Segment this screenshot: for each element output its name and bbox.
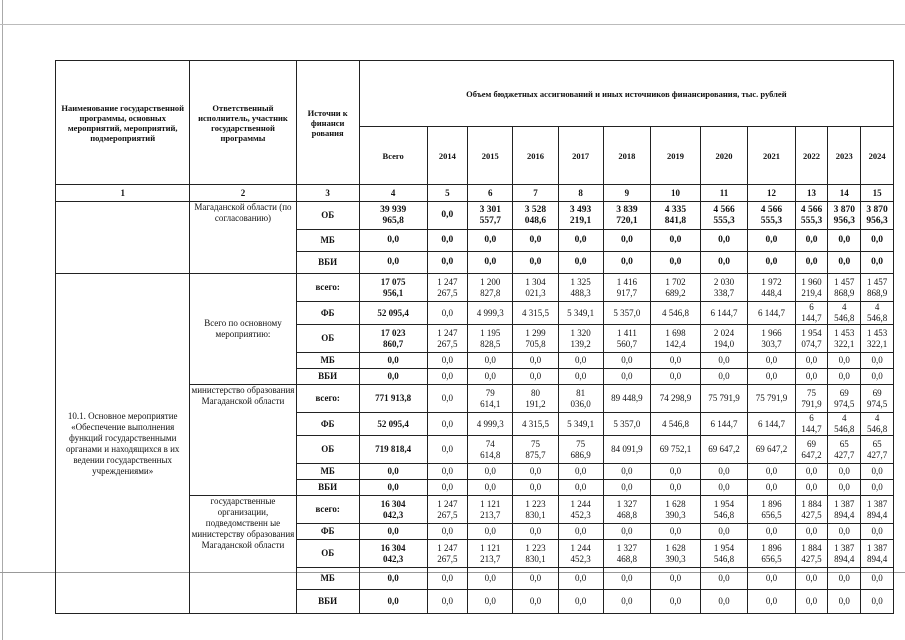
year-value-cell: 0,0 <box>558 590 603 614</box>
year-value-cell: 1 896 656,5 <box>748 540 795 568</box>
year-value-cell: 1 960 219,4 <box>795 274 828 302</box>
year-value-cell: 0,0 <box>795 480 828 496</box>
year-value-cell: 1 247 267,5 <box>427 325 468 353</box>
year-value-cell: 0,0 <box>558 480 603 496</box>
year-value-cell: 6 144,7 <box>700 302 747 325</box>
source-cell: ОБ <box>296 436 359 464</box>
year-value-cell: 4 566 555,3 <box>700 202 747 230</box>
year-value-cell: 5 357,0 <box>603 413 650 436</box>
header-year: 2014 <box>427 127 468 185</box>
year-value-cell: 1 195 828,5 <box>468 325 513 353</box>
year-value-cell: 0,0 <box>513 369 558 385</box>
year-value-cell: 0,0 <box>468 590 513 614</box>
year-value-cell: 0,0 <box>603 590 650 614</box>
year-value-cell: 0,0 <box>700 590 747 614</box>
source-cell: ФБ <box>296 524 359 540</box>
year-value-cell: 0,0 <box>700 252 747 274</box>
total-cell: 0,0 <box>359 369 427 385</box>
total-cell: 0,0 <box>359 524 427 540</box>
year-value-cell: 0,0 <box>795 252 828 274</box>
source-cell: МБ <box>296 353 359 369</box>
year-value-cell: 1 299 705,8 <box>513 325 558 353</box>
year-value-cell: 1 247 267,5 <box>427 274 468 302</box>
year-value-cell: 0,0 <box>651 524 701 540</box>
year-value-cell: 0,0 <box>468 464 513 480</box>
year-value-cell: 4 315,5 <box>513 413 558 436</box>
responsible-cell: министерство образования Магаданской области <box>190 385 296 496</box>
year-value-cell: 75 791,9 <box>795 385 828 413</box>
year-value-cell: 0,0 <box>828 353 861 369</box>
year-value-cell: 0,0 <box>513 568 558 590</box>
year-value-cell: 0,0 <box>651 480 701 496</box>
year-value-cell: 0,0 <box>748 252 795 274</box>
header-responsible: Ответственный исполнитель, участник государственной программы <box>190 61 296 185</box>
year-value-cell: 4 315,5 <box>513 302 558 325</box>
year-value-cell: 0,0 <box>603 568 650 590</box>
year-value-cell: 0,0 <box>603 480 650 496</box>
year-value-cell: 84 091,9 <box>603 436 650 464</box>
year-value-cell: 0,0 <box>748 590 795 614</box>
year-value-cell: 0,0 <box>558 353 603 369</box>
year-value-cell: 69 647,2 <box>748 436 795 464</box>
year-value-cell: 1 896 656,5 <box>748 496 795 524</box>
year-value-cell: 0,0 <box>795 353 828 369</box>
total-cell: 17 023 860,7 <box>359 325 427 353</box>
year-value-cell: 0,0 <box>427 436 468 464</box>
header-year: 2024 <box>861 127 894 185</box>
year-value-cell: 6 144,7 <box>700 413 747 436</box>
year-value-cell: 69 752,1 <box>651 436 701 464</box>
source-cell: ВБИ <box>296 252 359 274</box>
year-value-cell: 4 999,3 <box>468 413 513 436</box>
total-cell: 0,0 <box>359 480 427 496</box>
program-name-cell <box>56 202 190 274</box>
source-cell: МБ <box>296 568 359 590</box>
budget-table <box>55 60 894 614</box>
year-value-cell: 0,0 <box>700 568 747 590</box>
year-value-cell: 0,0 <box>795 369 828 385</box>
year-value-cell: 0,0 <box>700 480 747 496</box>
year-value-cell: 0,0 <box>861 230 894 252</box>
total-cell: 719 818,4 <box>359 436 427 464</box>
header-year: 2017 <box>558 127 603 185</box>
total-cell: 0,0 <box>359 590 427 614</box>
year-value-cell: 1 453 322,1 <box>861 325 894 353</box>
year-value-cell: 5 349,1 <box>558 413 603 436</box>
header-year: 2019 <box>651 127 701 185</box>
column-number: 3 <box>296 185 359 202</box>
year-value-cell: 4 566 555,3 <box>748 202 795 230</box>
year-value-cell: 0,0 <box>513 524 558 540</box>
year-value-cell: 0,0 <box>748 369 795 385</box>
year-value-cell: 0,0 <box>748 524 795 540</box>
year-value-cell: 0,0 <box>468 230 513 252</box>
budget-table-body <box>56 61 894 614</box>
year-value-cell: 1 387 894,4 <box>861 540 894 568</box>
year-value-cell: 75 791,9 <box>700 385 747 413</box>
year-value-cell: 1 223 830,1 <box>513 540 558 568</box>
year-value-cell: 1 320 139,2 <box>558 325 603 353</box>
header-year: Всего <box>359 127 427 185</box>
year-value-cell: 4 335 841,8 <box>651 202 701 230</box>
year-value-cell: 0,0 <box>427 524 468 540</box>
year-value-cell: 0,0 <box>861 353 894 369</box>
year-value-cell: 1 121 213,7 <box>468 496 513 524</box>
source-cell: всего: <box>296 274 359 302</box>
column-number: 5 <box>427 185 468 202</box>
year-value-cell: 0,0 <box>513 480 558 496</box>
source-cell: всего: <box>296 496 359 524</box>
column-number: 11 <box>700 185 747 202</box>
header-year: 2018 <box>603 127 650 185</box>
column-number: 4 <box>359 185 427 202</box>
year-value-cell: 0,0 <box>558 369 603 385</box>
year-value-cell: 0,0 <box>468 480 513 496</box>
table-row <box>56 274 894 302</box>
year-value-cell: 0,0 <box>748 464 795 480</box>
year-value-cell: 0,0 <box>558 524 603 540</box>
year-value-cell: 1 200 827,8 <box>468 274 513 302</box>
year-value-cell: 0,0 <box>861 568 894 590</box>
year-value-cell: 0,0 <box>427 202 468 230</box>
year-value-cell: 75 875,7 <box>513 436 558 464</box>
total-cell: 52 095,4 <box>359 413 427 436</box>
year-value-cell: 1 387 894,4 <box>861 496 894 524</box>
year-value-cell: 0,0 <box>828 369 861 385</box>
total-cell: 39 939 965,8 <box>359 202 427 230</box>
year-value-cell: 0,0 <box>603 524 650 540</box>
year-value-cell: 1 966 303,7 <box>748 325 795 353</box>
source-cell: ОБ <box>296 202 359 230</box>
year-value-cell: 0,0 <box>651 464 701 480</box>
year-value-cell: 0,0 <box>427 568 468 590</box>
year-value-cell: 0,0 <box>651 369 701 385</box>
total-cell: 16 304 042,3 <box>359 540 427 568</box>
column-numbers-row <box>56 185 894 202</box>
year-value-cell: 3 839 720,1 <box>603 202 650 230</box>
year-value-cell: 0,0 <box>427 590 468 614</box>
total-cell: 0,0 <box>359 568 427 590</box>
year-value-cell: 1 972 448,4 <box>748 274 795 302</box>
year-value-cell: 4 546,8 <box>828 413 861 436</box>
year-value-cell: 0,0 <box>558 568 603 590</box>
year-value-cell: 1 327 468,8 <box>603 496 650 524</box>
year-value-cell: 65 427,7 <box>828 436 861 464</box>
year-value-cell: 4 546,8 <box>828 302 861 325</box>
responsible-cell: государственные организации, подведомственн ые министерству образования Магаданской области <box>190 496 296 614</box>
year-value-cell: 1 416 917,7 <box>603 274 650 302</box>
year-value-cell: 0,0 <box>700 230 747 252</box>
year-value-cell: 1 457 868,9 <box>861 274 894 302</box>
year-value-cell: 5 357,0 <box>603 302 650 325</box>
year-value-cell: 1 244 452,3 <box>558 540 603 568</box>
year-value-cell: 3 493 219,1 <box>558 202 603 230</box>
year-value-cell: 0,0 <box>861 480 894 496</box>
year-value-cell: 0,0 <box>828 524 861 540</box>
year-value-cell: 0,0 <box>427 369 468 385</box>
year-value-cell: 75 791,9 <box>748 385 795 413</box>
year-value-cell: 4 566 555,3 <box>795 202 828 230</box>
year-value-cell: 0,0 <box>468 369 513 385</box>
source-cell: ВБИ <box>296 369 359 385</box>
year-value-cell: 69 647,2 <box>700 436 747 464</box>
header-volume: Объем бюджетных ассигнований и иных источников финансирования, тыс. рублей <box>359 61 893 127</box>
year-value-cell: 1 954 546,8 <box>700 496 747 524</box>
year-value-cell: 0,0 <box>795 524 828 540</box>
year-value-cell: 4 999,3 <box>468 302 513 325</box>
measure-name-cell: 10.1. Основное мероприятие «Обеспечение выполнения функций государственными органами и находящихся в их ведении государственных учреждениями» <box>56 274 190 614</box>
source-cell: ОБ <box>296 540 359 568</box>
year-value-cell: 0,0 <box>795 590 828 614</box>
year-value-cell: 2 024 194,0 <box>700 325 747 353</box>
total-cell: 771 913,8 <box>359 385 427 413</box>
year-value-cell: 1 457 868,9 <box>828 274 861 302</box>
year-value-cell: 4 546,8 <box>861 413 894 436</box>
year-value-cell: 0,0 <box>513 230 558 252</box>
year-value-cell: 1 325 488,3 <box>558 274 603 302</box>
column-number: 9 <box>603 185 650 202</box>
total-cell: 0,0 <box>359 464 427 480</box>
source-cell: ВБИ <box>296 480 359 496</box>
year-value-cell: 1 327 468,8 <box>603 540 650 568</box>
year-value-cell: 0,0 <box>828 480 861 496</box>
year-value-cell: 1 304 021,3 <box>513 274 558 302</box>
year-value-cell: 0,0 <box>427 413 468 436</box>
year-value-cell: 1 884 427,5 <box>795 540 828 568</box>
year-value-cell: 80 191,2 <box>513 385 558 413</box>
year-value-cell: 0,0 <box>795 230 828 252</box>
header-program-name: Наименование государственной программы, основных мероприятий, мероприятий, подмероприятий <box>56 61 190 185</box>
year-value-cell: 1 453 322,1 <box>828 325 861 353</box>
year-value-cell: 6 144,7 <box>795 413 828 436</box>
year-value-cell: 1 884 427,5 <box>795 496 828 524</box>
year-value-cell: 0,0 <box>558 464 603 480</box>
header-row <box>56 61 894 127</box>
year-value-cell: 6 144,7 <box>748 302 795 325</box>
year-value-cell: 0,0 <box>427 353 468 369</box>
year-value-cell: 3 870 956,3 <box>861 202 894 230</box>
responsible-cell: Магаданской области (по согласованию) <box>190 202 296 274</box>
year-value-cell: 0,0 <box>427 252 468 274</box>
column-number: 6 <box>468 185 513 202</box>
column-number: 13 <box>795 185 828 202</box>
year-value-cell: 1 223 830,1 <box>513 496 558 524</box>
year-value-cell: 0,0 <box>468 524 513 540</box>
year-value-cell: 0,0 <box>795 464 828 480</box>
year-value-cell: 0,0 <box>513 252 558 274</box>
year-value-cell: 0,0 <box>603 464 650 480</box>
year-value-cell: 2 030 338,7 <box>700 274 747 302</box>
year-value-cell: 6 144,7 <box>795 302 828 325</box>
year-value-cell: 1 628 390,3 <box>651 540 701 568</box>
scan-top-edge <box>0 24 905 25</box>
year-value-cell: 0,0 <box>828 464 861 480</box>
year-value-cell: 5 349,1 <box>558 302 603 325</box>
header-year: 2021 <box>748 127 795 185</box>
year-value-cell: 0,0 <box>700 369 747 385</box>
year-value-cell: 3 528 048,6 <box>513 202 558 230</box>
year-value-cell: 74 614,8 <box>468 436 513 464</box>
total-cell: 0,0 <box>359 230 427 252</box>
year-value-cell: 0,0 <box>651 590 701 614</box>
year-value-cell: 0,0 <box>828 230 861 252</box>
year-value-cell: 1 411 560,7 <box>603 325 650 353</box>
source-cell: МБ <box>296 230 359 252</box>
column-number: 12 <box>748 185 795 202</box>
year-value-cell: 0,0 <box>651 252 701 274</box>
year-value-cell: 0,0 <box>427 464 468 480</box>
year-value-cell: 0,0 <box>603 252 650 274</box>
year-value-cell: 1 247 267,5 <box>427 496 468 524</box>
budget-page <box>55 60 894 614</box>
year-value-cell: 1 387 894,4 <box>828 496 861 524</box>
year-value-cell: 69 974,5 <box>828 385 861 413</box>
year-value-cell: 0,0 <box>861 464 894 480</box>
year-value-cell: 0,0 <box>861 524 894 540</box>
source-cell: ОБ <box>296 325 359 353</box>
total-cell: 17 075 956,1 <box>359 274 427 302</box>
year-value-cell: 0,0 <box>468 568 513 590</box>
year-value-cell: 6 144,7 <box>748 413 795 436</box>
year-value-cell: 0,0 <box>861 252 894 274</box>
header-year: 2023 <box>828 127 861 185</box>
year-value-cell: 0,0 <box>748 480 795 496</box>
year-value-cell: 1 244 452,3 <box>558 496 603 524</box>
year-value-cell: 0,0 <box>558 230 603 252</box>
year-value-cell: 0,0 <box>700 353 747 369</box>
year-value-cell: 1 387 894,4 <box>828 540 861 568</box>
year-value-cell: 0,0 <box>651 353 701 369</box>
year-value-cell: 4 546,8 <box>651 302 701 325</box>
year-value-cell: 0,0 <box>700 524 747 540</box>
year-value-cell: 1 954 074,7 <box>795 325 828 353</box>
column-number: 10 <box>651 185 701 202</box>
column-number: 8 <box>558 185 603 202</box>
header-year: 2015 <box>468 127 513 185</box>
year-value-cell: 0,0 <box>427 385 468 413</box>
year-value-cell: 3 870 956,3 <box>828 202 861 230</box>
column-number: 15 <box>861 185 894 202</box>
scan-left-edge <box>2 0 3 640</box>
year-value-cell: 0,0 <box>513 353 558 369</box>
year-value-cell: 0,0 <box>513 464 558 480</box>
year-value-cell: 0,0 <box>861 590 894 614</box>
year-value-cell: 1 121 213,7 <box>468 540 513 568</box>
year-value-cell: 0,0 <box>861 369 894 385</box>
year-value-cell: 0,0 <box>651 568 701 590</box>
year-value-cell: 0,0 <box>427 230 468 252</box>
source-cell: ВБИ <box>296 590 359 614</box>
year-value-cell: 79 614,1 <box>468 385 513 413</box>
year-value-cell: 75 686,9 <box>558 436 603 464</box>
source-cell: всего: <box>296 385 359 413</box>
year-value-cell: 89 448,9 <box>603 385 650 413</box>
column-number: 7 <box>513 185 558 202</box>
year-value-cell: 65 427,7 <box>861 436 894 464</box>
source-cell: МБ <box>296 464 359 480</box>
year-value-cell: 0,0 <box>427 302 468 325</box>
total-cell: 0,0 <box>359 353 427 369</box>
column-number: 1 <box>56 185 190 202</box>
year-value-cell: 0,0 <box>700 464 747 480</box>
header-year: 2020 <box>700 127 747 185</box>
year-value-cell: 69 974,5 <box>861 385 894 413</box>
column-number: 2 <box>190 185 296 202</box>
year-value-cell: 4 546,8 <box>651 413 701 436</box>
year-value-cell: 0,0 <box>748 230 795 252</box>
responsible-cell: Всего по основному мероприятию: <box>190 274 296 385</box>
year-value-cell: 81 036,0 <box>558 385 603 413</box>
year-value-cell: 0,0 <box>795 568 828 590</box>
year-value-cell: 0,0 <box>427 480 468 496</box>
header-source: Источни к финанси рования <box>296 61 359 185</box>
year-value-cell: 1 247 267,5 <box>427 540 468 568</box>
year-value-cell: 4 546,8 <box>861 302 894 325</box>
table-row <box>56 202 894 230</box>
column-number: 14 <box>828 185 861 202</box>
year-value-cell: 1 628 390,3 <box>651 496 701 524</box>
year-value-cell: 1 702 689,2 <box>651 274 701 302</box>
year-value-cell: 3 301 557,7 <box>468 202 513 230</box>
year-value-cell: 0,0 <box>748 353 795 369</box>
year-value-cell: 0,0 <box>468 353 513 369</box>
year-value-cell: 0,0 <box>603 230 650 252</box>
year-value-cell: 0,0 <box>603 369 650 385</box>
year-value-cell: 0,0 <box>558 252 603 274</box>
year-value-cell: 74 298,9 <box>651 385 701 413</box>
header-year: 2016 <box>513 127 558 185</box>
year-value-cell: 0,0 <box>828 590 861 614</box>
total-cell: 0,0 <box>359 252 427 274</box>
year-value-cell: 1 954 546,8 <box>700 540 747 568</box>
year-value-cell: 1 698 142,4 <box>651 325 701 353</box>
year-value-cell: 0,0 <box>603 353 650 369</box>
total-cell: 52 095,4 <box>359 302 427 325</box>
year-value-cell: 0,0 <box>828 252 861 274</box>
year-value-cell: 0,0 <box>828 568 861 590</box>
year-value-cell: 0,0 <box>513 590 558 614</box>
year-value-cell: 0,0 <box>651 230 701 252</box>
total-cell: 16 304 042,3 <box>359 496 427 524</box>
year-value-cell: 0,0 <box>748 568 795 590</box>
source-cell: ФБ <box>296 302 359 325</box>
header-year: 2022 <box>795 127 828 185</box>
source-cell: ФБ <box>296 413 359 436</box>
year-value-cell: 0,0 <box>468 252 513 274</box>
year-value-cell: 69 647,2 <box>795 436 828 464</box>
